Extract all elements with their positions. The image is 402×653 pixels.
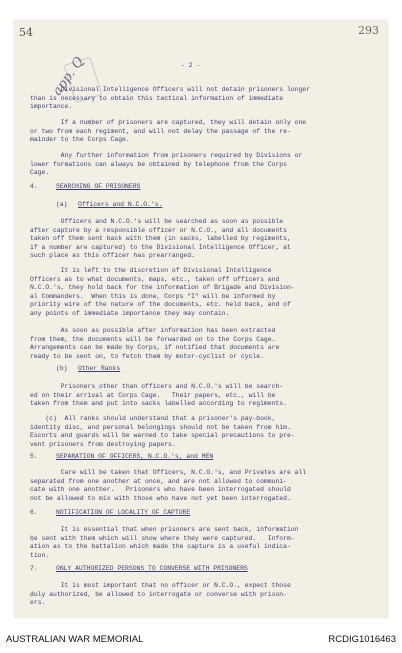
paragraph bbox=[30, 218, 291, 261]
text-line: separated from one another at once, and are not allowed to communi- bbox=[30, 477, 287, 485]
section-heading: SEARCHING OF PRISONERS bbox=[56, 183, 141, 190]
text-line: after capture by a responsible officer or N.C.O., and all documents bbox=[30, 226, 287, 234]
footer-source: AUSTRALIAN WAR MEMORIAL bbox=[6, 634, 144, 645]
footer-record-id: RCDIG1016463 bbox=[328, 634, 396, 645]
subsection-label: (b) bbox=[56, 365, 68, 372]
text-line: vent prisoners from destroying papers. bbox=[30, 440, 176, 448]
paragraph bbox=[30, 152, 302, 178]
text-line: mainder to the Corps Cage. bbox=[30, 136, 130, 144]
text-line: al Commanders. When this is done, Corps "I" will be informed by bbox=[30, 292, 276, 300]
paragraph bbox=[30, 119, 306, 145]
subsection-heading: Other Ranks bbox=[78, 365, 121, 372]
section-number: 5. bbox=[30, 453, 38, 460]
text-line: duly authorized, be allowed to interrogate or converse with prison- bbox=[30, 590, 287, 598]
paragraph bbox=[30, 327, 279, 361]
folio-number-right: 293 bbox=[358, 24, 379, 37]
text-line: Officers and N.C.O.'s will be searched as soon as possible bbox=[30, 218, 284, 225]
paragraph bbox=[30, 267, 295, 319]
paragraph bbox=[30, 582, 291, 608]
paragraph bbox=[30, 415, 295, 449]
document-page bbox=[14, 20, 388, 618]
text-line: Cage. bbox=[30, 169, 50, 177]
section-number: 7. bbox=[30, 565, 38, 572]
text-line: importance. bbox=[30, 103, 73, 111]
section-heading: SEPARATION OF OFFICERS, N.C.O.'s, and MEN bbox=[56, 453, 214, 460]
section-number: 4. bbox=[30, 183, 38, 190]
text-line: Arrangements can be made by Corps, if notified that documents are bbox=[30, 344, 280, 352]
text-line: than is necessary to obtain this tactical information of immediate bbox=[30, 94, 284, 102]
text-line: (c) All ranks should understand that a prisoner's pay-book, bbox=[30, 415, 276, 422]
text-line: lower formations can always be obtained by telephone from the Corps bbox=[30, 160, 287, 168]
text-line: As soon as possible after information has been extracted bbox=[30, 327, 276, 334]
text-line: Escorts and guards will be warned to take special precautions to pre- bbox=[30, 432, 295, 440]
paragraph bbox=[30, 383, 287, 409]
text-line: taken from them and put into sacks labelled according to regiments. bbox=[30, 400, 287, 408]
text-line: Prisoners other than officers and N.C.O.'s will be search- bbox=[30, 383, 284, 390]
text-line: any points of immediate importance they may contain. bbox=[30, 309, 230, 317]
text-line: It is most important that no officer or N.C.O., expect those bbox=[30, 582, 291, 589]
text-line: ready to be sent on, to fetch them by motor-cyclist or cycle. bbox=[30, 352, 264, 360]
text-line: not be allowed to mix with those who have not yet been interrogated. bbox=[30, 494, 291, 502]
paragraph bbox=[30, 469, 306, 503]
text-line: It is essential that when prisoners are sent back, information bbox=[30, 526, 299, 533]
text-line: N.C.O.'s, they hold back for the information of Brigade and Division- bbox=[30, 284, 295, 292]
paragraph bbox=[30, 86, 310, 112]
folio-number-left: 54 bbox=[19, 26, 33, 39]
section-number: 6. bbox=[30, 509, 38, 516]
subsection-label: (a) bbox=[56, 201, 68, 208]
text-line: identity disc, and personal belongings should not be taken from him. bbox=[30, 423, 291, 431]
text-line: taken off them sent back with them (in sacks, labelled by regiments, bbox=[30, 235, 291, 243]
text-line: such place as this officer has prearranged. bbox=[30, 252, 195, 260]
text-line: It is left to the discretion of Divisional Intelligence bbox=[30, 267, 272, 274]
text-line: if a number are captured) to the Divisional Intelligence Officer, at bbox=[30, 243, 291, 251]
text-line: or two from each regiment, and will not delay the passage of the re- bbox=[30, 127, 291, 135]
text-line: tion. bbox=[30, 551, 50, 559]
section-heading: NOTIFICATION OF LOCALITY OF CAPTURE bbox=[56, 509, 191, 516]
text-line: cate with one another. Prisoners who have been interrogated should bbox=[30, 486, 291, 494]
text-line: ers. bbox=[30, 599, 46, 607]
section-heading: ONLY AUTHORIZED PERSONS TO CONVERSE WITH PRISONERS bbox=[56, 565, 248, 572]
text-line: Divisional Intelligence Officers will not detain prisoners longer bbox=[30, 86, 310, 93]
handwritten-annotation: app. Q bbox=[50, 54, 88, 99]
text-line: be sent with them which will show where they were captured. Inform- bbox=[30, 534, 295, 542]
paragraph bbox=[30, 526, 298, 560]
subsection-heading: Officers and N.C.O.'s. bbox=[78, 201, 163, 208]
text-line: priority wire of the nature of the documents, etc. held back, and of bbox=[30, 301, 291, 309]
text-line: Officers as to what documents, maps, etc., taken off officers and bbox=[30, 275, 280, 283]
page-number: - 2 - bbox=[181, 62, 201, 69]
text-line: from them, the documents will be forwarded on to the Corps Cage. bbox=[30, 335, 276, 343]
text-line: If a number of prisoners are captured, they will detain only one bbox=[30, 119, 307, 126]
text-line: Care will be taken that Officers, N.C.O.'s, and Privates are all bbox=[30, 469, 307, 476]
text-line: ation as to the battalion which made the capture is a useful indica- bbox=[30, 543, 291, 551]
text-line: ed on their arrival at Corps Cage. Their papers, etc., will be bbox=[30, 391, 276, 399]
text-line: Any further information from prisoners required by Divisions or bbox=[30, 152, 303, 159]
